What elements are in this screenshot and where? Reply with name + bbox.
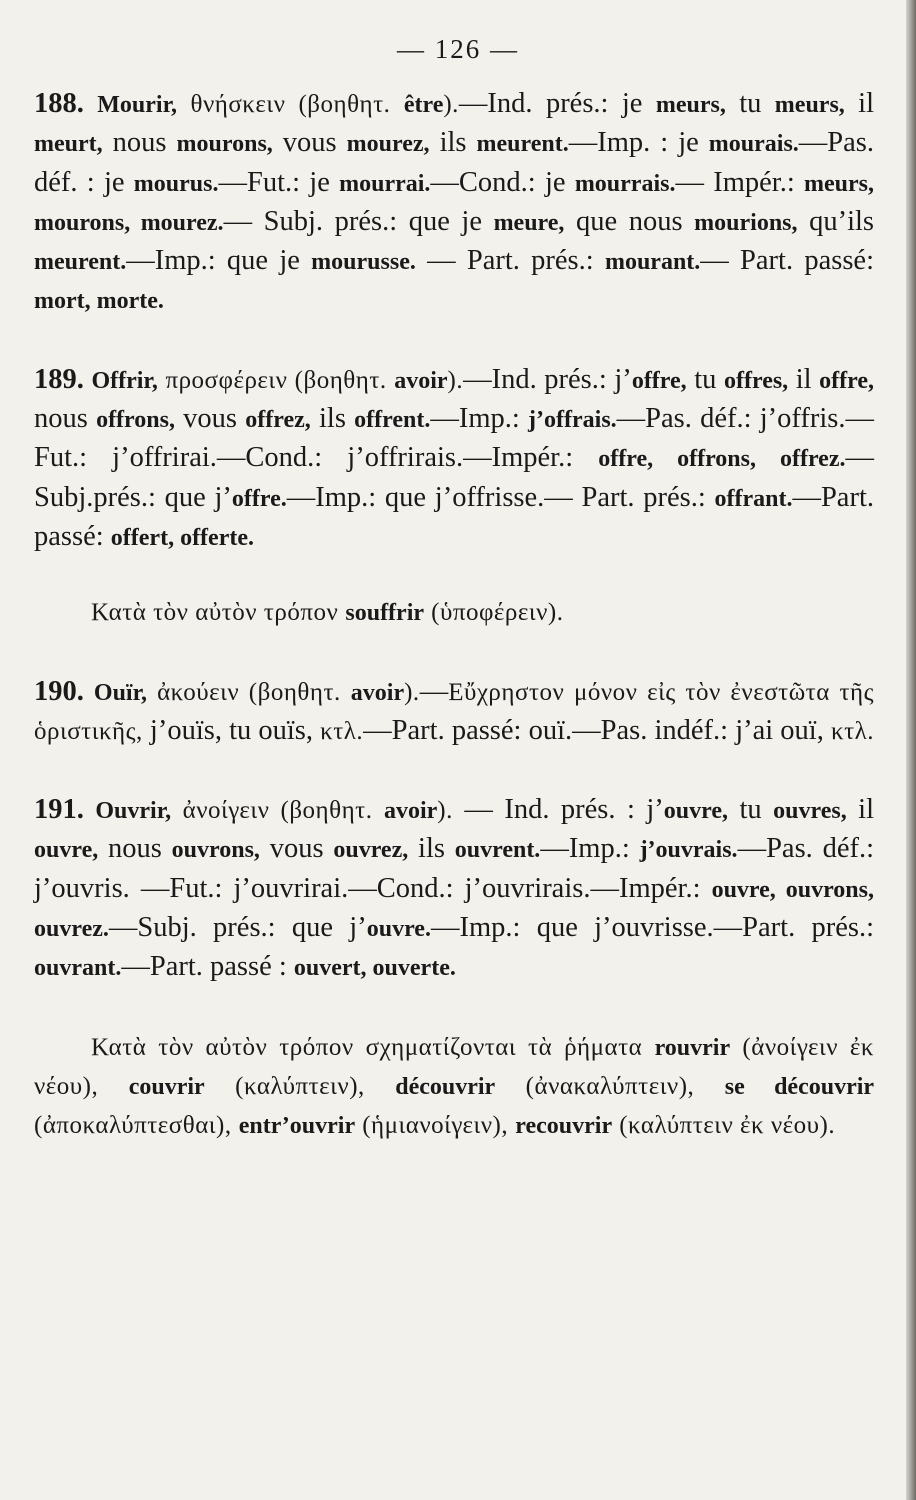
text-run <box>730 1031 742 1062</box>
greek-text: Εὔχρηστον μόνον εἰς τὸν ἐνεστῶτα τῆς ὁριστικῆς, <box>34 678 874 745</box>
verb-entry <box>34 361 874 557</box>
text-run <box>694 1070 724 1101</box>
bold-term: offrons, <box>96 407 175 434</box>
bold-term: mort, morte. <box>34 288 164 315</box>
text-run: —Pas. déf. : je <box>34 127 875 198</box>
text-run: —Pas. déf.: j’offris.—Fut.: j’offrirai.—Cond.: j’offrirais.—Impér.: <box>34 403 875 474</box>
text-run <box>365 1070 395 1101</box>
bold-term: avoir <box>383 798 438 825</box>
bold-term: mourrais. <box>574 170 676 197</box>
bold-term: offrez, <box>245 407 311 434</box>
text-run: —Cond.: je <box>430 166 575 198</box>
bold-term: avoir <box>350 679 405 706</box>
text-run: il <box>846 794 875 826</box>
bold-term: offre. <box>231 485 287 512</box>
bold-term: Ouïr, <box>93 679 148 706</box>
bold-term: offre, <box>819 367 875 394</box>
text-run: —Pas. déf.: j’ouvris. —Fut.: j’ouvrirai.—Cond.: j’ouvrirais.—Impér.: <box>34 833 875 904</box>
greek-text: ). <box>447 366 464 394</box>
page-number: — 126 — <box>397 34 519 64</box>
verb-entry <box>34 791 874 987</box>
bold-term: Ouvrir, <box>95 798 172 825</box>
page-body <box>34 85 874 1146</box>
bold-term: meurt, <box>34 131 103 158</box>
text-run <box>495 1070 525 1101</box>
bold-term: ouvre, <box>34 837 99 864</box>
text-run <box>171 794 182 825</box>
text-run: ils <box>429 127 477 159</box>
bold-term: meurent. <box>476 131 569 158</box>
greek-text: (ἀνοίγειν ἐκ νέου), <box>34 1033 874 1100</box>
text-run: —Part. passé: <box>34 481 874 552</box>
bold-term: ouvrez, <box>333 837 409 864</box>
bold-term: souffrir <box>345 600 425 627</box>
text-run: ils <box>310 403 355 435</box>
text-run <box>147 676 157 707</box>
bold-term: ouvres, <box>773 798 847 825</box>
bold-term: ouvrons, <box>171 837 260 864</box>
bold-term: avoir <box>394 367 448 394</box>
bold-term: meurent. <box>34 249 127 276</box>
bold-term: mourions, <box>694 209 798 236</box>
bold-term: ouvre. <box>366 916 431 943</box>
bold-term: couvrir <box>128 1073 205 1100</box>
text-run: nous <box>98 833 172 865</box>
bold-term: meurs, <box>774 92 845 118</box>
bold-term: ouvre, ouvrons, ouvrez. <box>34 876 874 943</box>
note-paragraph <box>34 593 874 632</box>
closing-paragraph <box>34 1028 874 1146</box>
text-run: ils <box>408 833 455 865</box>
greek-text: κτλ. <box>320 717 364 745</box>
text-run: j’ouïs, tu ouïs, <box>142 714 321 746</box>
text-run <box>84 88 97 119</box>
bold-term: offres, <box>723 367 789 394</box>
bold-term: meurs, <box>655 92 726 118</box>
greek-text: Κατὰ τὸν αὐτὸν τρόπον <box>91 599 339 627</box>
bold-term: ouvrant. <box>34 955 122 982</box>
greek-text: θνήσκειν (βοηθητ. <box>190 91 391 118</box>
bold-term: offert, offerte. <box>110 524 254 551</box>
text-run: —Part. passé: ouï.—Pas. indéf.: j’ai ouï, <box>363 714 831 746</box>
bold-term: se découvrir <box>724 1073 875 1100</box>
text-run: — Part. prés.: <box>415 245 605 277</box>
text-run: que nous <box>564 205 695 237</box>
text-run: qu’ils <box>797 205 875 237</box>
text-run <box>205 1070 235 1101</box>
bold-term: meurs, mourons, mourez. <box>34 170 874 236</box>
text-run: —Subj. prés.: que j’ <box>108 912 367 944</box>
greek-text: (ἀποκαλύπτεσθαι), <box>34 1112 232 1140</box>
bold-term: mourais. <box>708 131 799 158</box>
greek-text: ). <box>404 678 420 706</box>
bold-term: j’offrais. <box>528 407 617 434</box>
bold-term: découvrir <box>395 1073 496 1100</box>
text-run: vous <box>259 833 334 865</box>
text-run: — <box>419 675 449 707</box>
text-run <box>341 676 351 707</box>
bold-term: offre, <box>631 367 687 394</box>
verb-entry <box>34 85 874 321</box>
text-run: —Imp.: <box>540 833 640 865</box>
text-run: —Imp.: que j’ouvrisse.—Part. prés.: <box>430 912 875 944</box>
text-run: —Ind. prés.: j’ <box>463 363 632 395</box>
text-run: tu <box>728 794 774 826</box>
bold-term: mourons, <box>176 131 273 158</box>
text-run: tu <box>725 88 775 119</box>
bold-term: mourez, <box>346 131 430 158</box>
text-run: —Imp.: que je <box>126 245 312 277</box>
text-run <box>177 88 190 119</box>
text-run: —Imp. : je <box>568 127 709 159</box>
text-run: vous <box>174 403 246 435</box>
text-run <box>390 88 403 119</box>
greek-text: (καλύπτειν), <box>235 1072 365 1100</box>
entry-number: 189. <box>34 363 84 395</box>
bold-term: j’ouvrais. <box>639 837 738 864</box>
greek-text: ). <box>443 91 459 118</box>
entry-number: 191. <box>34 794 84 826</box>
text-run: —Subj.prés.: que j’ <box>34 442 874 513</box>
text-run: —Imp.: que j’offrisse.— Part. prés.: <box>286 481 715 513</box>
bold-term: offrant. <box>714 485 793 512</box>
text-run: il <box>844 88 875 119</box>
text-run <box>232 1109 239 1140</box>
verb-entry <box>34 673 874 752</box>
entry-number: 188. <box>34 88 84 119</box>
text-run: — Impér.: <box>675 166 804 198</box>
bold-term: ouvrent. <box>454 837 541 864</box>
greek-text: Κατὰ τὸν αὐτὸν τρόπον σχηματίζονται τὰ ῥήματα <box>91 1033 643 1061</box>
text-run <box>642 1031 654 1062</box>
text-run: nous <box>34 403 97 435</box>
bold-term: Offrir, <box>91 367 158 394</box>
text-run: nous <box>102 127 177 159</box>
greek-text: (ὑποφέρειν). <box>431 599 564 627</box>
text-run: —Part. passé : <box>121 951 294 983</box>
bold-term: mourusse. <box>311 249 416 276</box>
text-run: tu <box>686 363 724 395</box>
greek-text: προσφέρειν (βοηθητ. <box>165 366 387 394</box>
greek-text: ἀνοίγειν (βοηθητ. <box>182 797 373 825</box>
bold-term: meure, <box>493 209 565 236</box>
bold-term: mourus. <box>133 170 219 197</box>
text-run: — Subj. prés.: que je <box>223 205 494 237</box>
bold-term: entr’ouvrir <box>238 1113 356 1140</box>
text-run: —Ind. prés.: je <box>458 88 656 119</box>
greek-text: ἀκούειν (βοηθητ. <box>157 678 341 706</box>
bold-term: rouvrir <box>654 1034 731 1061</box>
greek-text: (ἡμιανοίγειν), <box>362 1112 509 1140</box>
text-run: il <box>788 363 820 395</box>
bold-term: mourant. <box>604 249 701 276</box>
bold-term: Mourir, <box>97 92 178 118</box>
text-run: — Part. passé: <box>700 245 875 277</box>
page-edge-shadow <box>906 0 916 1500</box>
text-run: —Fut.: je <box>218 166 340 198</box>
text-run <box>372 794 383 825</box>
text-run: — Ind. prés. : j’ <box>452 794 664 826</box>
bold-term: offre, offrons, offrez. <box>598 446 846 473</box>
bold-term: ouvert, ouverte. <box>293 955 456 982</box>
text-run: —Imp.: <box>430 403 529 435</box>
bold-term: recouvrir <box>515 1113 613 1140</box>
bold-term: ouvre, <box>663 798 729 825</box>
bold-term: mourrai. <box>339 170 431 197</box>
bold-term: être <box>403 92 444 118</box>
greek-text: (ἀνακαλύπτειν), <box>525 1072 695 1100</box>
bold-term: offrent. <box>354 407 431 434</box>
greek-text: κτλ. <box>830 717 874 745</box>
greek-text: ). <box>437 797 453 825</box>
text-run: vous <box>272 127 347 159</box>
text-run <box>84 794 95 825</box>
text-run <box>98 1070 128 1101</box>
text-run <box>84 676 94 707</box>
entry-number: 190. <box>34 675 84 707</box>
greek-text: (καλύπτειν ἐκ νέου). <box>619 1112 836 1140</box>
